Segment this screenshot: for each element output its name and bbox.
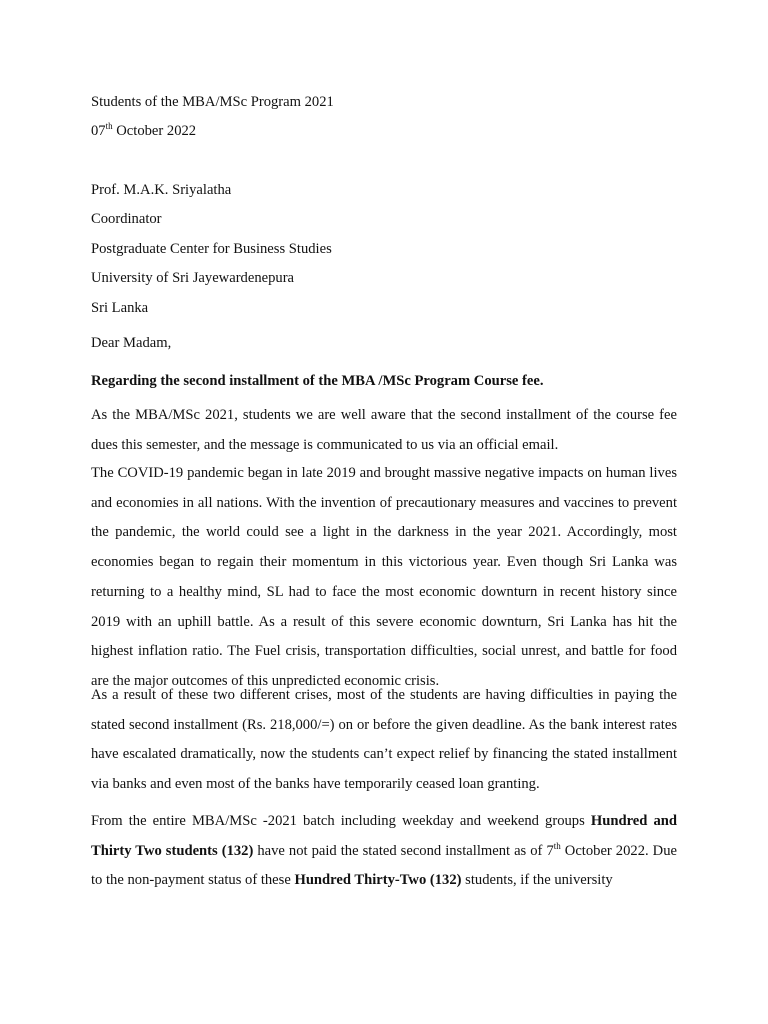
date-day: 07 (91, 123, 106, 139)
sender-line (91, 92, 334, 112)
paragraph-4-text-1: From the entire MBA/MSc -2021 batch including weekday and weekend groups (91, 813, 591, 829)
date-suffix: th (105, 121, 113, 131)
recipient-university: University of Sri Jayewardenepura (91, 270, 295, 286)
paragraph-1: As the MBA/MSc 2021, students we are well aware that the second installment of the course fee dues this semester, and the message is communicated to us via an official email. (91, 407, 677, 453)
paragraph-4-text-4: students, if the university (461, 872, 613, 889)
student-count-emphasis-1: Hundred and Thirty Two students (132) (91, 813, 678, 859)
paragraph-4-date-suffix: th (553, 840, 561, 851)
recipient-department: Postgraduate Center for Business Studies (91, 241, 332, 257)
paragraph-4 (91, 807, 677, 896)
paragraph-3: As a result of these two different crises, most of the students are having difficulties in paying the stated second installment (Rs. 218,000/=) on or before the given deadline. As the bank interest rates have escalated dramatically, now the students can’t expect relief by financing the stated installment via banks and even most of the banks have temporarily ceased loan granting. (91, 687, 677, 793)
paragraph-2: The COVID-19 pandemic began in late 2019 and brought massive negative impacts on human lives and economies in all nations. With the invention of precautionary measures and vaccines to prevent the pandemic, the world could see a light in the darkness in the year 2021. Accordingly, most economies began to regain their momentum in this victorious year. Even though Sri Lanka was returning to a healthy mind, SL had to face the most economic downturn in recent history since 2019 with an uphill battle. As a result of this severe economic downturn, Sri Lanka has hit the highest inflation ratio. The Fuel crisis, transportation difficulties, social unrest, and battle for food are the major outcomes of this unpredicted economic crisis. (91, 465, 677, 689)
salutation: Dear Madam, (91, 335, 172, 351)
letter-date (91, 121, 196, 141)
student-count-emphasis-2: Hundred Thirty-Two (132) (294, 872, 462, 889)
date-rest: October 2022 (112, 123, 197, 139)
paragraph-4-text-2: have not paid the stated second installment as of 7 (253, 842, 554, 859)
recipient-name: Prof. M.A.K. Sriyalatha (91, 182, 232, 198)
recipient-country: Sri Lanka (91, 300, 149, 316)
paragraph-4-text-3: October 2022. Due to the non-payment status of these (91, 842, 677, 889)
sender-text: Students of the MBA/MSc Program 2021 (91, 94, 334, 110)
recipient-title: Coordinator (91, 211, 162, 227)
subject-line: Regarding the second installment of the MBA /MSc Program Course fee. (91, 373, 544, 389)
